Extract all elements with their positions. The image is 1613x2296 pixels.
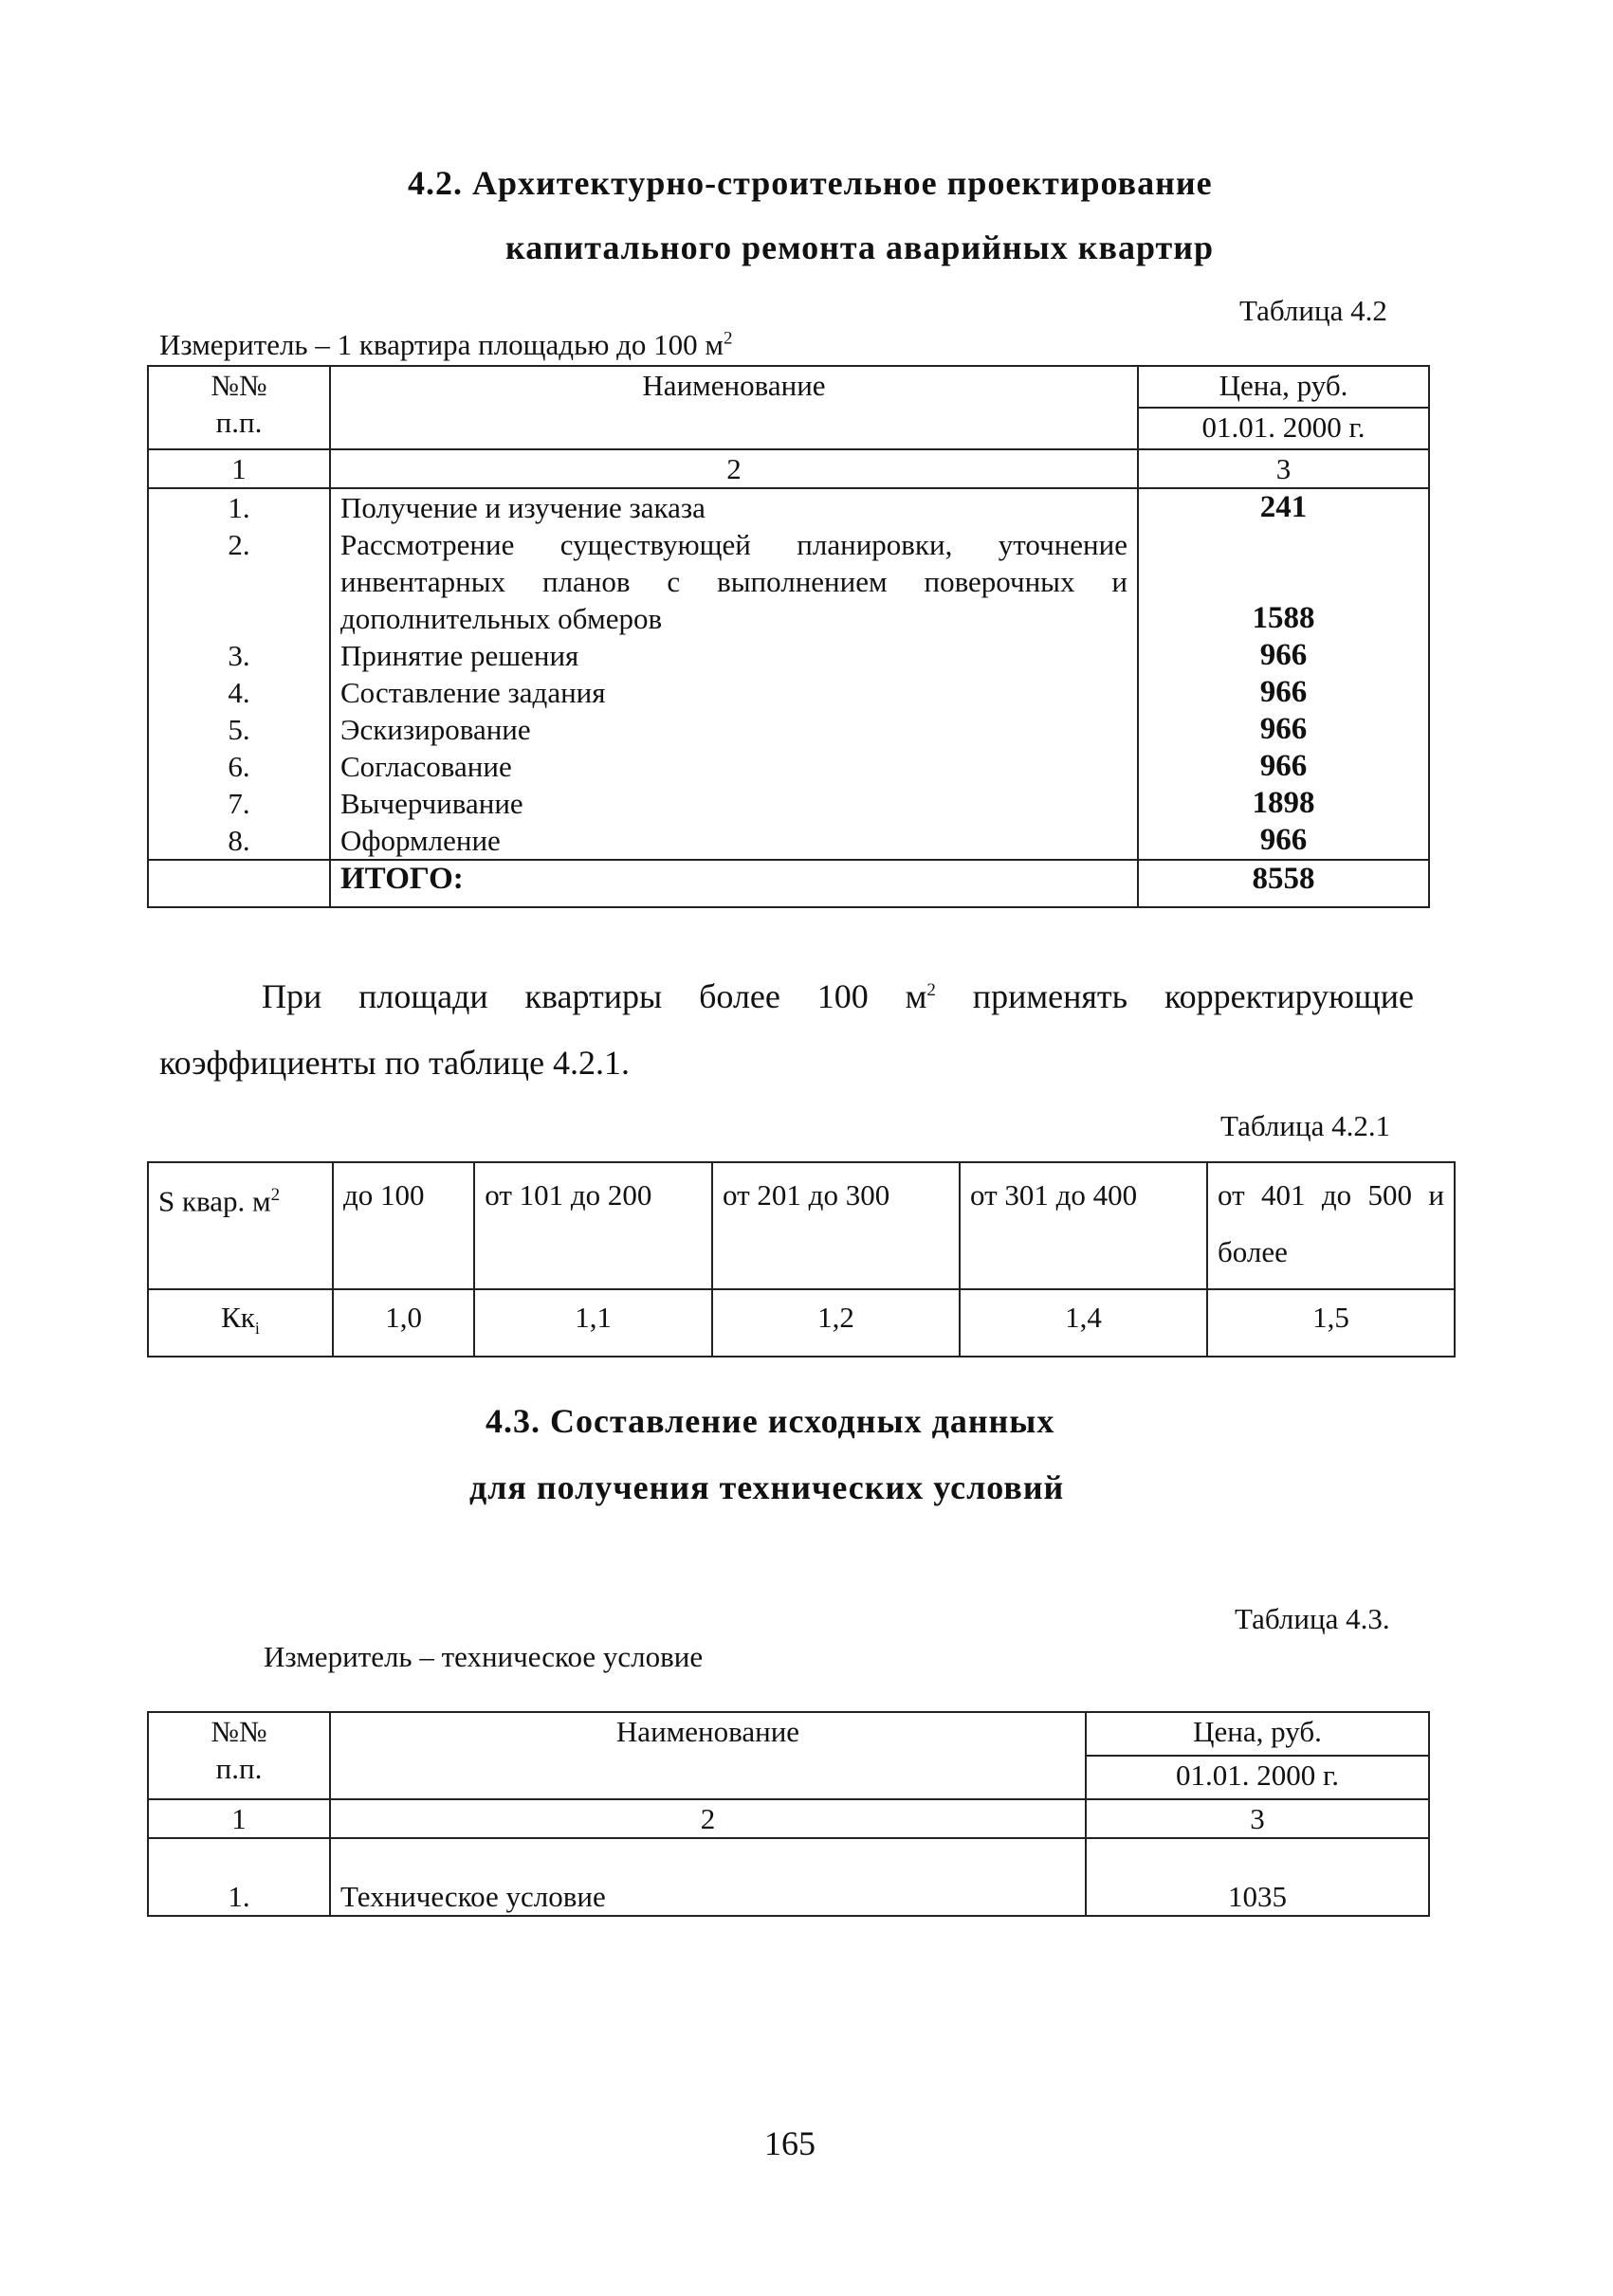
- row-price: 966: [1138, 748, 1429, 785]
- measure-4-2: [159, 328, 733, 362]
- range-1: до 100: [333, 1162, 474, 1289]
- row-num: 3.: [148, 637, 330, 674]
- col-number-2: 2: [330, 449, 1138, 488]
- row-num: 6.: [148, 748, 330, 785]
- table-row: [148, 488, 1429, 526]
- coef-label-sub: i: [254, 1319, 260, 1339]
- head-name: Наименование: [330, 366, 1138, 449]
- table-caption-4-2: Таблица 4.2: [1239, 294, 1387, 327]
- range-4: от 301 до 400: [960, 1162, 1207, 1289]
- coef-2: 1,1: [474, 1289, 712, 1357]
- row-name: Вычерчивание: [330, 785, 1138, 822]
- section-title-4-2-line2: капитального ремонта аварийных квартир: [505, 228, 1214, 266]
- table-row: [148, 785, 1429, 822]
- table-row: [148, 1838, 1429, 1916]
- row-price: 1035: [1086, 1838, 1429, 1916]
- coef-4: 1,4: [960, 1289, 1207, 1357]
- area-label-cell: [148, 1162, 333, 1289]
- section-title-4-2-line1: 4.2. Архитектурно-строительное проектирование: [408, 164, 1213, 202]
- table-caption-4-3: Таблица 4.3.: [1235, 1602, 1390, 1635]
- row-price: 966: [1138, 711, 1429, 748]
- col-number-1: 1: [148, 449, 330, 488]
- range-2: от 101 до 200: [474, 1162, 712, 1289]
- head-price: Цена, руб.: [1086, 1712, 1429, 1756]
- measure-4-3: Измеритель – техническое условие: [264, 1640, 704, 1673]
- head-date: 01.01. 2000 г.: [1138, 408, 1429, 449]
- table-row: [148, 748, 1429, 785]
- total-label: ИТОГО:: [330, 860, 1138, 907]
- table-4-2: [147, 365, 1430, 908]
- table-row: [148, 822, 1429, 860]
- paragraph-line1-sup: 2: [926, 980, 936, 1000]
- row-name: Оформление: [330, 822, 1138, 860]
- range-5: от 401 до 500 и более: [1207, 1162, 1455, 1289]
- paragraph-line2: коэффициенты по таблице 4.2.1.: [159, 1044, 631, 1082]
- head-price: Цена, руб.: [1138, 366, 1429, 408]
- table-row: [148, 674, 1429, 711]
- row-num: 1.: [148, 1838, 330, 1916]
- paragraph-line1-b: применять корректирующие: [935, 977, 1414, 1015]
- row-name: Согласование: [330, 748, 1138, 785]
- head-num: №№ п.п.: [148, 366, 330, 449]
- table-caption-4-2-1: Таблица 4.2.1: [1220, 1109, 1391, 1142]
- col-number-1: 1: [148, 1799, 330, 1838]
- coef-1: 1,0: [333, 1289, 474, 1357]
- row-num: 1.: [148, 488, 330, 526]
- row-num: 8.: [148, 822, 330, 860]
- head-date: 01.01. 2000 г.: [1086, 1756, 1429, 1799]
- row-name: Принятие решения: [330, 637, 1138, 674]
- row-price: 1588: [1138, 526, 1429, 637]
- row-price: 966: [1138, 822, 1429, 860]
- row-name: Техническое условие: [330, 1838, 1086, 1916]
- row-num: 7.: [148, 785, 330, 822]
- row-name: Рассмотрение существующей планировки, уточнение инвентарных планов с выполнением поверочных и дополнительных обмеров: [330, 526, 1138, 637]
- row-price: 241: [1138, 488, 1429, 526]
- coef-5: 1,5: [1207, 1289, 1455, 1357]
- row-num: 2.: [148, 526, 330, 637]
- section-title-4-3-line1: 4.3. Составление исходных данных: [486, 1402, 1055, 1440]
- row-price: 966: [1138, 674, 1429, 711]
- range-3: от 201 до 300: [712, 1162, 960, 1289]
- table-4-3: [147, 1711, 1430, 1917]
- col-number-3: 3: [1138, 449, 1429, 488]
- area-label-sup: 2: [270, 1185, 281, 1205]
- table-row: [148, 637, 1429, 674]
- row-num: 4.: [148, 674, 330, 711]
- head-num: №№ п.п.: [148, 1712, 330, 1799]
- col-number-3: 3: [1086, 1799, 1429, 1838]
- paragraph-line1-a: При площади квартиры более 100 м: [262, 977, 927, 1015]
- col-number-2: 2: [330, 1799, 1086, 1838]
- table-row: [148, 526, 1429, 637]
- total-row: [148, 860, 1429, 907]
- row-name: Эскизирование: [330, 711, 1138, 748]
- head-name: Наименование: [330, 1712, 1086, 1799]
- row-price: 966: [1138, 637, 1429, 674]
- row-price: 1898: [1138, 785, 1429, 822]
- table-4-2-1: [147, 1161, 1456, 1358]
- section-title-4-3-line2: для получения технических условий: [469, 1468, 1065, 1506]
- row-name: Составление задания: [330, 674, 1138, 711]
- coef-label: Кк: [221, 1301, 255, 1334]
- coef-label-cell: [148, 1289, 333, 1357]
- measure-4-2-text: Измеритель – 1 квартира площадью до 100 м: [159, 328, 724, 361]
- area-label: S квар. м: [158, 1184, 271, 1218]
- row-num: 5.: [148, 711, 330, 748]
- row-name: Получение и изучение заказа: [330, 488, 1138, 526]
- total-value: 8558: [1138, 860, 1429, 907]
- coef-3: 1,2: [712, 1289, 960, 1357]
- paragraph-line1: [262, 976, 1414, 1016]
- page-number: 165: [764, 2124, 816, 2162]
- measure-4-2-sup: 2: [724, 328, 733, 349]
- total-empty-cell: [148, 860, 330, 907]
- table-row: [148, 711, 1429, 748]
